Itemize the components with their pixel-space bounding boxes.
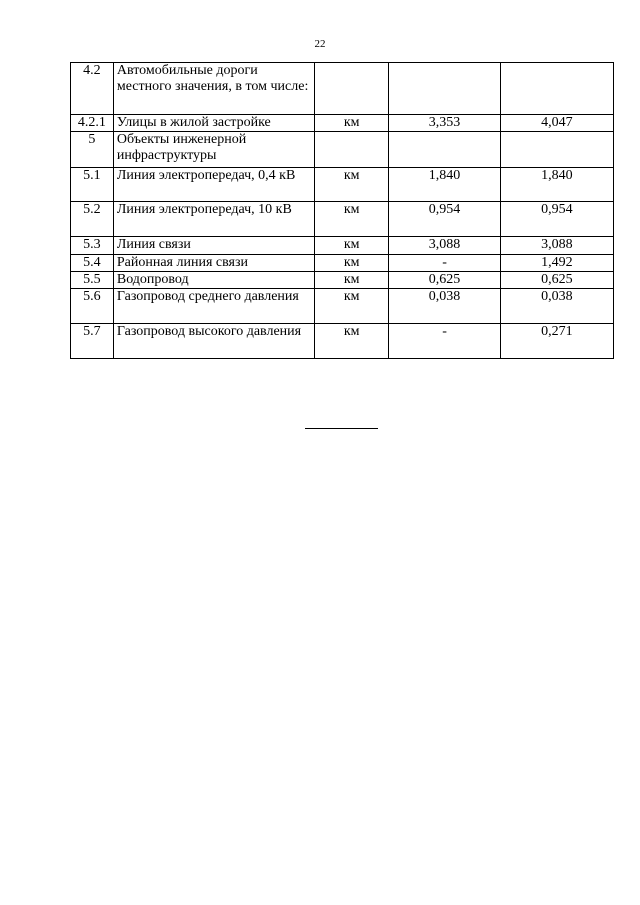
table-row bbox=[71, 289, 614, 324]
table-row bbox=[71, 272, 614, 289]
row-name-cell: Объекты инженерной инфраструктуры bbox=[113, 132, 314, 168]
row-unit-cell bbox=[314, 132, 389, 168]
row-unit-cell: км bbox=[314, 168, 389, 202]
page-number: 22 bbox=[314, 38, 326, 50]
row-unit-cell: км bbox=[314, 324, 389, 359]
row-unit-cell: км bbox=[314, 255, 389, 272]
row-name-cell: Водопровод bbox=[113, 272, 314, 289]
table-row bbox=[71, 324, 614, 359]
row-value1-cell: 0,625 bbox=[389, 272, 500, 289]
table-row bbox=[71, 132, 614, 168]
row-value2-cell: 3,088 bbox=[500, 237, 613, 255]
row-unit-cell: км bbox=[314, 289, 389, 324]
row-name-cell: Районная линия связи bbox=[113, 255, 314, 272]
row-number-cell: 5.3 bbox=[71, 237, 114, 255]
row-name-cell: Газопровод среднего давления bbox=[113, 289, 314, 324]
infrastructure-table bbox=[70, 62, 614, 359]
table-row bbox=[71, 168, 614, 202]
row-number-cell: 5.6 bbox=[71, 289, 114, 324]
table-row bbox=[71, 115, 614, 132]
table-row bbox=[71, 237, 614, 255]
row-number-cell: 5.1 bbox=[71, 168, 114, 202]
row-name-cell: Автомобильные дороги местного значения, в том числе: bbox=[113, 63, 314, 115]
row-unit-cell: км bbox=[314, 115, 389, 132]
row-value2-cell: 0,271 bbox=[500, 324, 613, 359]
row-unit-cell: км bbox=[314, 272, 389, 289]
row-value1-cell: 3,088 bbox=[389, 237, 500, 255]
row-value2-cell bbox=[500, 63, 613, 115]
row-value2-cell: 4,047 bbox=[500, 115, 613, 132]
row-value2-cell: 0,625 bbox=[500, 272, 613, 289]
row-value2-cell bbox=[500, 132, 613, 168]
table-row bbox=[71, 202, 614, 237]
row-unit-cell bbox=[314, 63, 389, 115]
row-name-cell: Линия связи bbox=[113, 237, 314, 255]
table-row bbox=[71, 255, 614, 272]
row-value2-cell: 0,038 bbox=[500, 289, 613, 324]
row-number-cell: 5.5 bbox=[71, 272, 114, 289]
row-number-cell: 5.2 bbox=[71, 202, 114, 237]
row-value2-cell: 0,954 bbox=[500, 202, 613, 237]
row-value1-cell: 1,840 bbox=[389, 168, 500, 202]
row-value1-cell: 0,954 bbox=[389, 202, 500, 237]
row-value2-cell: 1,840 bbox=[500, 168, 613, 202]
row-value1-cell: - bbox=[389, 255, 500, 272]
row-number-cell: 4.2.1 bbox=[71, 115, 114, 132]
row-value1-cell bbox=[389, 63, 500, 115]
row-number-cell: 5 bbox=[71, 132, 114, 168]
row-number-cell: 5.4 bbox=[71, 255, 114, 272]
row-value1-cell: 0,038 bbox=[389, 289, 500, 324]
row-value1-cell bbox=[389, 132, 500, 168]
end-of-document-line bbox=[305, 428, 378, 429]
row-name-cell: Улицы в жилой застройке bbox=[113, 115, 314, 132]
row-unit-cell: км bbox=[314, 202, 389, 237]
row-value1-cell: 3,353 bbox=[389, 115, 500, 132]
row-name-cell: Линия электропередач, 0,4 кВ bbox=[113, 168, 314, 202]
row-number-cell: 5.7 bbox=[71, 324, 114, 359]
row-name-cell: Газопровод высокого давления bbox=[113, 324, 314, 359]
row-value1-cell: - bbox=[389, 324, 500, 359]
row-unit-cell: км bbox=[314, 237, 389, 255]
row-name-cell: Линия электропередач, 10 кВ bbox=[113, 202, 314, 237]
row-value2-cell: 1,492 bbox=[500, 255, 613, 272]
row-number-cell: 4.2 bbox=[71, 63, 114, 115]
table-row bbox=[71, 63, 614, 115]
